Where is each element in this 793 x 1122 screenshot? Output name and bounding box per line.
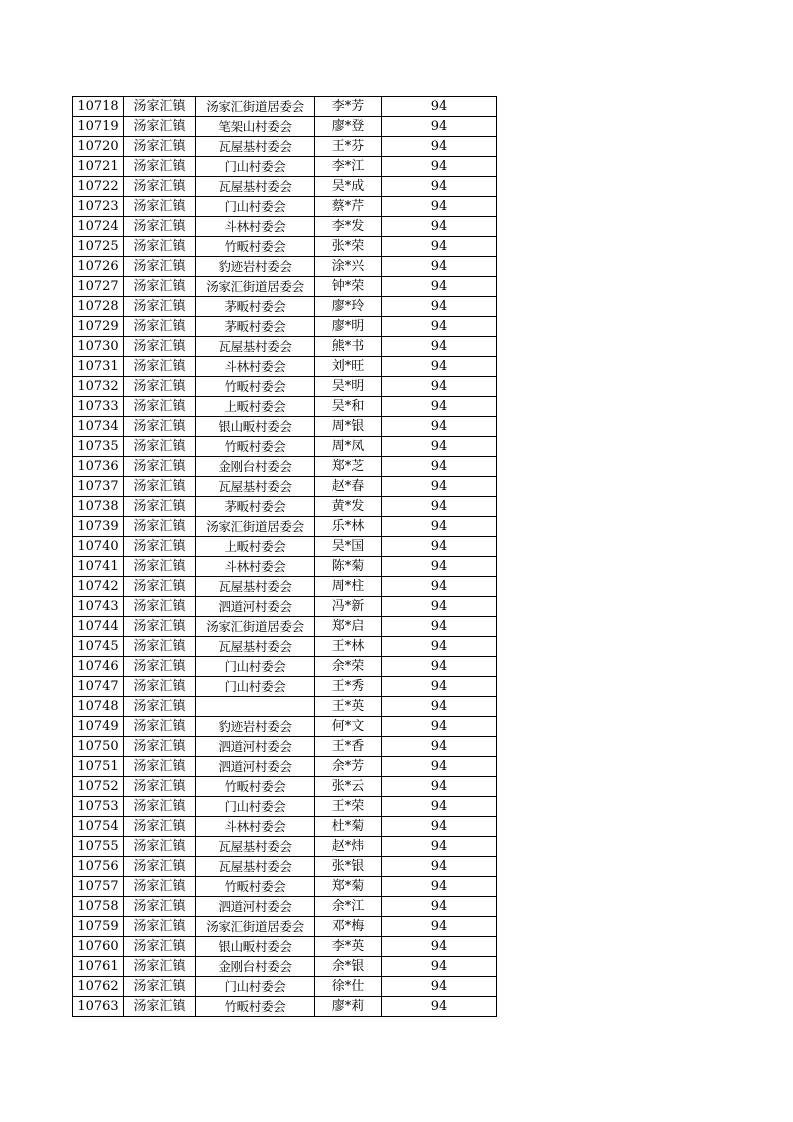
table-row bbox=[73, 777, 497, 797]
town-cell: 汤家汇镇 bbox=[124, 837, 196, 857]
table-row bbox=[73, 917, 497, 937]
person-name-cell: 李*芳 bbox=[315, 97, 382, 117]
person-name-cell: 黄*发 bbox=[315, 497, 382, 517]
score-cell: 94 bbox=[382, 497, 497, 517]
town-cell: 汤家汇镇 bbox=[124, 777, 196, 797]
table-row bbox=[73, 457, 497, 477]
person-name-cell: 廖*玲 bbox=[315, 297, 382, 317]
village-committee-cell: 汤家汇街道居委会 bbox=[196, 917, 315, 937]
person-name-cell: 周*凤 bbox=[315, 437, 382, 457]
record-id-cell: 10749 bbox=[73, 717, 124, 737]
person-name-cell: 郑*菊 bbox=[315, 877, 382, 897]
score-cell: 94 bbox=[382, 697, 497, 717]
town-cell: 汤家汇镇 bbox=[124, 517, 196, 537]
score-cell: 94 bbox=[382, 777, 497, 797]
town-cell: 汤家汇镇 bbox=[124, 537, 196, 557]
town-cell: 汤家汇镇 bbox=[124, 937, 196, 957]
record-id-cell: 10725 bbox=[73, 237, 124, 257]
town-cell: 汤家汇镇 bbox=[124, 337, 196, 357]
table-row bbox=[73, 977, 497, 997]
table-row bbox=[73, 297, 497, 317]
record-id-cell: 10755 bbox=[73, 837, 124, 857]
village-committee-cell: 金刚台村委会 bbox=[196, 457, 315, 477]
record-id-cell: 10753 bbox=[73, 797, 124, 817]
table-row bbox=[73, 117, 497, 137]
table-row bbox=[73, 497, 497, 517]
town-cell: 汤家汇镇 bbox=[124, 457, 196, 477]
record-id-cell: 10744 bbox=[73, 617, 124, 637]
record-id-cell: 10721 bbox=[73, 157, 124, 177]
town-cell: 汤家汇镇 bbox=[124, 897, 196, 917]
person-name-cell: 张*云 bbox=[315, 777, 382, 797]
table-row bbox=[73, 677, 497, 697]
record-id-cell: 10761 bbox=[73, 957, 124, 977]
village-committee-cell: 上畈村委会 bbox=[196, 397, 315, 417]
score-cell: 94 bbox=[382, 897, 497, 917]
village-committee-cell: 泗道河村委会 bbox=[196, 597, 315, 617]
person-name-cell: 徐*仕 bbox=[315, 977, 382, 997]
score-cell: 94 bbox=[382, 377, 497, 397]
record-id-cell: 10743 bbox=[73, 597, 124, 617]
record-id-cell: 10738 bbox=[73, 497, 124, 517]
score-cell: 94 bbox=[382, 157, 497, 177]
score-cell: 94 bbox=[382, 657, 497, 677]
person-name-cell: 蔡*芹 bbox=[315, 197, 382, 217]
record-id-cell: 10723 bbox=[73, 197, 124, 217]
record-id-cell: 10760 bbox=[73, 937, 124, 957]
record-id-cell: 10728 bbox=[73, 297, 124, 317]
records-table-body bbox=[73, 97, 497, 1017]
table-row bbox=[73, 437, 497, 457]
village-committee-cell: 泗道河村委会 bbox=[196, 757, 315, 777]
record-id-cell: 10732 bbox=[73, 377, 124, 397]
score-cell: 94 bbox=[382, 517, 497, 537]
village-committee-cell: 竹畈村委会 bbox=[196, 237, 315, 257]
record-id-cell: 10737 bbox=[73, 477, 124, 497]
score-cell: 94 bbox=[382, 617, 497, 637]
table-row bbox=[73, 637, 497, 657]
village-committee-cell: 门山村委会 bbox=[196, 657, 315, 677]
town-cell: 汤家汇镇 bbox=[124, 637, 196, 657]
record-id-cell: 10750 bbox=[73, 737, 124, 757]
score-cell: 94 bbox=[382, 557, 497, 577]
score-cell: 94 bbox=[382, 237, 497, 257]
record-id-cell: 10735 bbox=[73, 437, 124, 457]
score-cell: 94 bbox=[382, 837, 497, 857]
table-row bbox=[73, 797, 497, 817]
village-committee-cell: 瓦屋基村委会 bbox=[196, 837, 315, 857]
score-cell: 94 bbox=[382, 877, 497, 897]
person-name-cell: 吴*国 bbox=[315, 537, 382, 557]
record-id-cell: 10724 bbox=[73, 217, 124, 237]
table-row bbox=[73, 557, 497, 577]
table-row bbox=[73, 177, 497, 197]
town-cell: 汤家汇镇 bbox=[124, 97, 196, 117]
village-committee-cell: 茅畈村委会 bbox=[196, 317, 315, 337]
score-cell: 94 bbox=[382, 297, 497, 317]
table-row bbox=[73, 537, 497, 557]
village-committee-cell: 竹畈村委会 bbox=[196, 997, 315, 1017]
town-cell: 汤家汇镇 bbox=[124, 357, 196, 377]
record-id-cell: 10719 bbox=[73, 117, 124, 137]
score-cell: 94 bbox=[382, 97, 497, 117]
records-table bbox=[72, 96, 497, 1017]
record-id-cell: 10722 bbox=[73, 177, 124, 197]
town-cell: 汤家汇镇 bbox=[124, 917, 196, 937]
town-cell: 汤家汇镇 bbox=[124, 157, 196, 177]
person-name-cell: 杜*菊 bbox=[315, 817, 382, 837]
town-cell: 汤家汇镇 bbox=[124, 317, 196, 337]
table-row bbox=[73, 157, 497, 177]
score-cell: 94 bbox=[382, 757, 497, 777]
table-row bbox=[73, 477, 497, 497]
table-row bbox=[73, 237, 497, 257]
record-id-cell: 10729 bbox=[73, 317, 124, 337]
record-id-cell: 10734 bbox=[73, 417, 124, 437]
village-committee-cell: 门山村委会 bbox=[196, 797, 315, 817]
village-committee-cell: 竹畈村委会 bbox=[196, 877, 315, 897]
score-cell: 94 bbox=[382, 817, 497, 837]
person-name-cell: 余*银 bbox=[315, 957, 382, 977]
person-name-cell: 冯*新 bbox=[315, 597, 382, 617]
table-row bbox=[73, 717, 497, 737]
person-name-cell: 王*芬 bbox=[315, 137, 382, 157]
score-cell: 94 bbox=[382, 737, 497, 757]
person-name-cell: 吴*成 bbox=[315, 177, 382, 197]
record-id-cell: 10718 bbox=[73, 97, 124, 117]
village-committee-cell: 上畈村委会 bbox=[196, 537, 315, 557]
village-committee-cell: 瓦屋基村委会 bbox=[196, 637, 315, 657]
table-row bbox=[73, 937, 497, 957]
score-cell: 94 bbox=[382, 437, 497, 457]
town-cell: 汤家汇镇 bbox=[124, 997, 196, 1017]
score-cell: 94 bbox=[382, 137, 497, 157]
record-id-cell: 10726 bbox=[73, 257, 124, 277]
town-cell: 汤家汇镇 bbox=[124, 977, 196, 997]
town-cell: 汤家汇镇 bbox=[124, 237, 196, 257]
village-committee-cell: 门山村委会 bbox=[196, 677, 315, 697]
record-id-cell: 10763 bbox=[73, 997, 124, 1017]
village-committee-cell: 斗林村委会 bbox=[196, 217, 315, 237]
village-committee-cell: 竹畈村委会 bbox=[196, 437, 315, 457]
person-name-cell: 赵*春 bbox=[315, 477, 382, 497]
record-id-cell: 10720 bbox=[73, 137, 124, 157]
table-row bbox=[73, 217, 497, 237]
village-committee-cell: 竹畈村委会 bbox=[196, 377, 315, 397]
record-id-cell: 10739 bbox=[73, 517, 124, 537]
score-cell: 94 bbox=[382, 457, 497, 477]
score-cell: 94 bbox=[382, 637, 497, 657]
town-cell: 汤家汇镇 bbox=[124, 417, 196, 437]
town-cell: 汤家汇镇 bbox=[124, 477, 196, 497]
score-cell: 94 bbox=[382, 217, 497, 237]
village-committee-cell: 银山畈村委会 bbox=[196, 417, 315, 437]
village-committee-cell: 汤家汇街道居委会 bbox=[196, 277, 315, 297]
person-name-cell: 廖*莉 bbox=[315, 997, 382, 1017]
person-name-cell: 何*文 bbox=[315, 717, 382, 737]
record-id-cell: 10740 bbox=[73, 537, 124, 557]
town-cell: 汤家汇镇 bbox=[124, 857, 196, 877]
town-cell: 汤家汇镇 bbox=[124, 597, 196, 617]
score-cell: 94 bbox=[382, 917, 497, 937]
town-cell: 汤家汇镇 bbox=[124, 677, 196, 697]
village-committee-cell: 瓦屋基村委会 bbox=[196, 137, 315, 157]
score-cell: 94 bbox=[382, 197, 497, 217]
table-row bbox=[73, 877, 497, 897]
score-cell: 94 bbox=[382, 417, 497, 437]
person-name-cell: 王*英 bbox=[315, 697, 382, 717]
person-name-cell: 郑*启 bbox=[315, 617, 382, 637]
record-id-cell: 10727 bbox=[73, 277, 124, 297]
person-name-cell: 吴*和 bbox=[315, 397, 382, 417]
table-row bbox=[73, 377, 497, 397]
person-name-cell: 王*香 bbox=[315, 737, 382, 757]
score-cell: 94 bbox=[382, 717, 497, 737]
table-row bbox=[73, 897, 497, 917]
village-committee-cell: 门山村委会 bbox=[196, 197, 315, 217]
score-cell: 94 bbox=[382, 597, 497, 617]
table-row bbox=[73, 697, 497, 717]
person-name-cell: 余*荣 bbox=[315, 657, 382, 677]
table-row bbox=[73, 617, 497, 637]
record-id-cell: 10730 bbox=[73, 337, 124, 357]
table-row bbox=[73, 997, 497, 1017]
record-id-cell: 10745 bbox=[73, 637, 124, 657]
town-cell: 汤家汇镇 bbox=[124, 657, 196, 677]
table-row bbox=[73, 577, 497, 597]
table-row bbox=[73, 197, 497, 217]
table-row bbox=[73, 337, 497, 357]
village-committee-cell: 豹迹岩村委会 bbox=[196, 717, 315, 737]
village-committee-cell: 瓦屋基村委会 bbox=[196, 337, 315, 357]
score-cell: 94 bbox=[382, 477, 497, 497]
score-cell: 94 bbox=[382, 357, 497, 377]
town-cell: 汤家汇镇 bbox=[124, 257, 196, 277]
table-row bbox=[73, 277, 497, 297]
record-id-cell: 10757 bbox=[73, 877, 124, 897]
village-committee-cell bbox=[196, 697, 315, 717]
person-name-cell: 陈*菊 bbox=[315, 557, 382, 577]
table-row bbox=[73, 137, 497, 157]
person-name-cell: 李*江 bbox=[315, 157, 382, 177]
village-committee-cell: 豹迹岩村委会 bbox=[196, 257, 315, 277]
person-name-cell: 周*柱 bbox=[315, 577, 382, 597]
table-row bbox=[73, 817, 497, 837]
town-cell: 汤家汇镇 bbox=[124, 397, 196, 417]
table-row bbox=[73, 957, 497, 977]
village-committee-cell: 笔架山村委会 bbox=[196, 117, 315, 137]
town-cell: 汤家汇镇 bbox=[124, 817, 196, 837]
table-row bbox=[73, 397, 497, 417]
town-cell: 汤家汇镇 bbox=[124, 197, 196, 217]
score-cell: 94 bbox=[382, 797, 497, 817]
table-row bbox=[73, 757, 497, 777]
person-name-cell: 王*荣 bbox=[315, 797, 382, 817]
table-row bbox=[73, 657, 497, 677]
town-cell: 汤家汇镇 bbox=[124, 377, 196, 397]
town-cell: 汤家汇镇 bbox=[124, 797, 196, 817]
person-name-cell: 李*英 bbox=[315, 937, 382, 957]
town-cell: 汤家汇镇 bbox=[124, 577, 196, 597]
score-cell: 94 bbox=[382, 537, 497, 557]
record-id-cell: 10751 bbox=[73, 757, 124, 777]
score-cell: 94 bbox=[382, 977, 497, 997]
person-name-cell: 熊*书 bbox=[315, 337, 382, 357]
record-id-cell: 10759 bbox=[73, 917, 124, 937]
table-row bbox=[73, 357, 497, 377]
score-cell: 94 bbox=[382, 317, 497, 337]
town-cell: 汤家汇镇 bbox=[124, 217, 196, 237]
town-cell: 汤家汇镇 bbox=[124, 717, 196, 737]
person-name-cell: 邓*梅 bbox=[315, 917, 382, 937]
score-cell: 94 bbox=[382, 177, 497, 197]
town-cell: 汤家汇镇 bbox=[124, 437, 196, 457]
village-committee-cell: 斗林村委会 bbox=[196, 557, 315, 577]
record-id-cell: 10742 bbox=[73, 577, 124, 597]
town-cell: 汤家汇镇 bbox=[124, 177, 196, 197]
village-committee-cell: 汤家汇街道居委会 bbox=[196, 517, 315, 537]
table-row bbox=[73, 857, 497, 877]
record-id-cell: 10754 bbox=[73, 817, 124, 837]
table-row bbox=[73, 837, 497, 857]
person-name-cell: 王*秀 bbox=[315, 677, 382, 697]
town-cell: 汤家汇镇 bbox=[124, 297, 196, 317]
score-cell: 94 bbox=[382, 997, 497, 1017]
person-name-cell: 周*银 bbox=[315, 417, 382, 437]
town-cell: 汤家汇镇 bbox=[124, 737, 196, 757]
person-name-cell: 张*银 bbox=[315, 857, 382, 877]
person-name-cell: 余*江 bbox=[315, 897, 382, 917]
village-committee-cell: 金刚台村委会 bbox=[196, 957, 315, 977]
village-committee-cell: 泗道河村委会 bbox=[196, 897, 315, 917]
town-cell: 汤家汇镇 bbox=[124, 117, 196, 137]
score-cell: 94 bbox=[382, 677, 497, 697]
person-name-cell: 乐*林 bbox=[315, 517, 382, 537]
village-committee-cell: 瓦屋基村委会 bbox=[196, 857, 315, 877]
village-committee-cell: 门山村委会 bbox=[196, 977, 315, 997]
score-cell: 94 bbox=[382, 337, 497, 357]
record-id-cell: 10756 bbox=[73, 857, 124, 877]
record-id-cell: 10733 bbox=[73, 397, 124, 417]
village-committee-cell: 门山村委会 bbox=[196, 157, 315, 177]
town-cell: 汤家汇镇 bbox=[124, 137, 196, 157]
score-cell: 94 bbox=[382, 117, 497, 137]
village-committee-cell: 斗林村委会 bbox=[196, 357, 315, 377]
record-id-cell: 10736 bbox=[73, 457, 124, 477]
village-committee-cell: 竹畈村委会 bbox=[196, 777, 315, 797]
village-committee-cell: 瓦屋基村委会 bbox=[196, 177, 315, 197]
record-id-cell: 10741 bbox=[73, 557, 124, 577]
record-id-cell: 10762 bbox=[73, 977, 124, 997]
table-row bbox=[73, 97, 497, 117]
table-row bbox=[73, 257, 497, 277]
person-name-cell: 张*荣 bbox=[315, 237, 382, 257]
person-name-cell: 王*林 bbox=[315, 637, 382, 657]
record-id-cell: 10747 bbox=[73, 677, 124, 697]
score-cell: 94 bbox=[382, 937, 497, 957]
record-id-cell: 10758 bbox=[73, 897, 124, 917]
table-row bbox=[73, 517, 497, 537]
town-cell: 汤家汇镇 bbox=[124, 877, 196, 897]
person-name-cell: 廖*明 bbox=[315, 317, 382, 337]
village-committee-cell: 泗道河村委会 bbox=[196, 737, 315, 757]
person-name-cell: 郑*芝 bbox=[315, 457, 382, 477]
person-name-cell: 余*芳 bbox=[315, 757, 382, 777]
town-cell: 汤家汇镇 bbox=[124, 497, 196, 517]
table-row bbox=[73, 737, 497, 757]
person-name-cell: 赵*炜 bbox=[315, 837, 382, 857]
town-cell: 汤家汇镇 bbox=[124, 697, 196, 717]
village-committee-cell: 汤家汇街道居委会 bbox=[196, 617, 315, 637]
score-cell: 94 bbox=[382, 257, 497, 277]
table-row bbox=[73, 597, 497, 617]
table-row bbox=[73, 417, 497, 437]
record-id-cell: 10752 bbox=[73, 777, 124, 797]
village-committee-cell: 斗林村委会 bbox=[196, 817, 315, 837]
person-name-cell: 李*发 bbox=[315, 217, 382, 237]
score-cell: 94 bbox=[382, 277, 497, 297]
town-cell: 汤家汇镇 bbox=[124, 617, 196, 637]
record-id-cell: 10746 bbox=[73, 657, 124, 677]
score-cell: 94 bbox=[382, 957, 497, 977]
village-committee-cell: 茅畈村委会 bbox=[196, 497, 315, 517]
record-id-cell: 10748 bbox=[73, 697, 124, 717]
person-name-cell: 廖*登 bbox=[315, 117, 382, 137]
town-cell: 汤家汇镇 bbox=[124, 277, 196, 297]
town-cell: 汤家汇镇 bbox=[124, 757, 196, 777]
person-name-cell: 刘*旺 bbox=[315, 357, 382, 377]
town-cell: 汤家汇镇 bbox=[124, 957, 196, 977]
table-row bbox=[73, 317, 497, 337]
village-committee-cell: 瓦屋基村委会 bbox=[196, 577, 315, 597]
village-committee-cell: 瓦屋基村委会 bbox=[196, 477, 315, 497]
score-cell: 94 bbox=[382, 577, 497, 597]
score-cell: 94 bbox=[382, 857, 497, 877]
person-name-cell: 吴*明 bbox=[315, 377, 382, 397]
village-committee-cell: 茅畈村委会 bbox=[196, 297, 315, 317]
record-id-cell: 10731 bbox=[73, 357, 124, 377]
person-name-cell: 涂*兴 bbox=[315, 257, 382, 277]
village-committee-cell: 汤家汇街道居委会 bbox=[196, 97, 315, 117]
score-cell: 94 bbox=[382, 397, 497, 417]
village-committee-cell: 银山畈村委会 bbox=[196, 937, 315, 957]
person-name-cell: 钟*荣 bbox=[315, 277, 382, 297]
town-cell: 汤家汇镇 bbox=[124, 557, 196, 577]
